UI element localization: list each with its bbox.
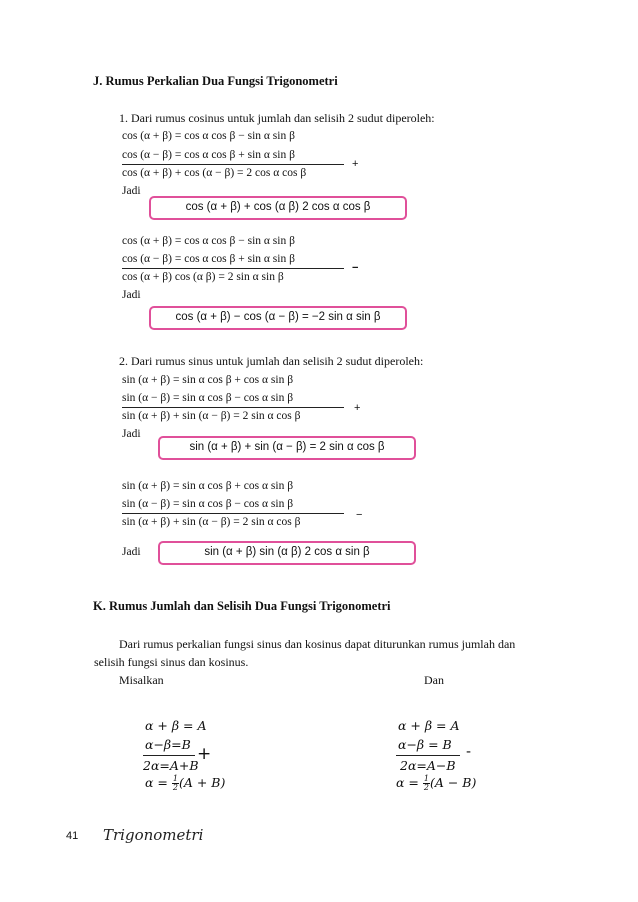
right-frac-den: 2 — [423, 783, 429, 792]
item1-intro: 1. Dari rumus cosinus untuk jumlah dan selisih 2 sudut diperoleh: — [119, 111, 435, 125]
left-frac-den: 2 — [172, 783, 178, 792]
left-line4-suffix: (A + B) — [178, 775, 226, 790]
left-line4 — [145, 775, 225, 792]
right-frac-num: 1 — [423, 774, 429, 783]
item1-b1-result: cos (α + β) + cos (α β) 2 cos α cos β — [185, 201, 371, 213]
left-fraction — [172, 775, 179, 792]
right-operator: - — [466, 744, 472, 760]
right-line1: α + β = A — [398, 718, 460, 733]
item2-b1-rule — [122, 407, 344, 408]
item2-b2-line2: sin (α − β) = sin α cos β − cos α sin β — [122, 498, 294, 510]
item1-b2-jadi: Jadi — [122, 289, 141, 301]
item2-b2-result: sin (α + β) sin (α β) 2 cos α sin β — [204, 546, 370, 558]
right-line4-prefix: α = — [396, 775, 423, 790]
item2-intro: 2. Dari rumus sinus untuk jumlah dan selisih 2 sudut diperoleh: — [119, 354, 424, 368]
section-k-paragraph-line1: Dari rumus perkalian fungsi sinus dan kosinus dapat diturunkan rumus jumlah dan — [119, 637, 516, 651]
misalkan-label: Misalkan — [119, 673, 164, 687]
right-line3: 2α=A−B — [400, 758, 456, 773]
right-line2: α−β = B — [398, 737, 452, 752]
item1-b1-jadi: Jadi — [122, 185, 141, 197]
item1-b2-rule — [122, 268, 344, 269]
item2-b1-line1: sin (α + β) = sin α cos β + cos α sin β — [122, 374, 294, 386]
item2-b2-operator: − — [356, 509, 363, 521]
right-fraction — [423, 775, 430, 792]
left-line1: α + β = A — [145, 718, 207, 733]
item1-b1-line1: cos (α + β) = cos α cos β − sin α sin β — [122, 130, 295, 142]
item1-b1-line2: cos (α − β) = cos α cos β + sin α sin β — [122, 149, 295, 161]
item2-b2-result-box — [158, 541, 416, 565]
item1-b1-rule — [122, 164, 344, 165]
item2-b2-line1: sin (α + β) = sin α cos β + cos α sin β — [122, 480, 294, 492]
section-j-heading: J. Rumus Perkalian Dua Fungsi Trigonometri — [93, 74, 338, 88]
item2-b1-result: sin (α + β) + sin (α − β) = 2 sin α cos β — [189, 441, 385, 453]
item1-b2-line1: cos (α + β) = cos α cos β − sin α sin β — [122, 235, 295, 247]
item1-b2-result-box — [149, 306, 407, 330]
right-line4 — [396, 775, 476, 792]
left-operator: + — [197, 744, 212, 764]
page-number: 41 — [66, 830, 79, 842]
left-line3: 2α=A+B — [143, 758, 199, 773]
item2-b1-result-box — [158, 436, 416, 460]
section-k-heading: K. Rumus Jumlah dan Selisih Dua Fungsi Trigonometri — [93, 599, 391, 613]
item2-b1-jadi: Jadi — [122, 428, 141, 440]
item1-b1-operator: + — [352, 158, 359, 170]
item1-b1-result-box — [149, 196, 407, 220]
item1-b2-operator: − — [352, 262, 359, 274]
left-line4-prefix: α = — [145, 775, 172, 790]
item1-b2-line2: cos (α − β) = cos α cos β + sin α sin β — [122, 253, 295, 265]
left-line2: α−β=B — [145, 737, 191, 752]
item2-b2-rule — [122, 513, 344, 514]
item1-b1-line3: cos (α + β) + cos (α − β) = 2 cos α cos β — [122, 167, 307, 179]
item2-b1-operator: + — [354, 402, 361, 414]
right-line4-suffix: (A − B) — [429, 775, 477, 790]
item2-b2-line3: sin (α + β) + sin (α − β) = 2 sin α cos β — [122, 516, 301, 528]
dan-label: Dan — [424, 673, 444, 687]
item2-b1-line3: sin (α + β) + sin (α − β) = 2 sin α cos β — [122, 410, 301, 422]
footer-title: Trigonometri — [103, 826, 204, 844]
right-rule — [396, 755, 460, 756]
item1-b2-line3: cos (α + β) cos (α β) = 2 sin α sin β — [122, 271, 284, 283]
left-frac-num: 1 — [172, 774, 178, 783]
left-rule — [143, 755, 195, 756]
section-k-paragraph-line2: selisih fungsi sinus dan kosinus. — [94, 655, 249, 669]
item1-b2-result: cos (α + β) − cos (α − β) = −2 sin α sin β — [175, 311, 381, 323]
item2-b1-line2: sin (α − β) = sin α cos β − cos α sin β — [122, 392, 294, 404]
item2-b2-jadi: Jadi — [122, 546, 141, 558]
